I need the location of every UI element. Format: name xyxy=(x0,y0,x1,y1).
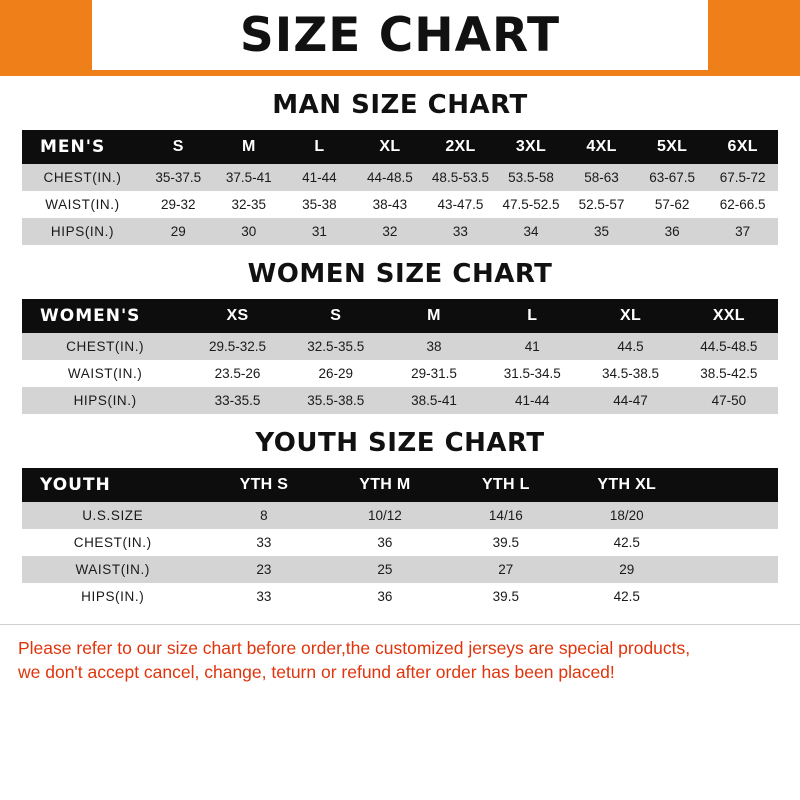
cell: 42.5 xyxy=(613,589,640,604)
cell: 47.5-52.5 xyxy=(502,197,560,212)
table-header-row xyxy=(22,299,778,333)
row-label-chest: CHEST(IN.) xyxy=(66,339,145,354)
col-header-m: M xyxy=(241,138,256,155)
row-label-waist: WAIST(IN.) xyxy=(75,562,150,577)
col-header-l: L xyxy=(527,307,538,324)
cell: 35 xyxy=(594,224,610,239)
row-label-us-size: U.S.SIZE xyxy=(82,508,144,523)
cell: 33 xyxy=(452,224,468,239)
cell: 33 xyxy=(256,535,272,550)
cell: 10/12 xyxy=(367,508,402,523)
col-header-xs: XS xyxy=(226,307,249,324)
cell: 38.5-41 xyxy=(411,393,457,408)
table-header-row xyxy=(22,130,778,164)
cell: 35-38 xyxy=(302,197,337,212)
section-youth xyxy=(0,428,800,610)
cell: 35.5-38.5 xyxy=(307,393,365,408)
cell: 32-35 xyxy=(231,197,267,212)
cell: 44-47 xyxy=(613,393,648,408)
col-header-yth-m: YTH M xyxy=(359,476,411,493)
col-header-xxl: XXL xyxy=(712,307,745,324)
table-row xyxy=(22,529,778,556)
cell: 27 xyxy=(498,562,514,577)
table-row xyxy=(22,218,778,245)
table-row xyxy=(22,164,778,191)
cell: 8 xyxy=(260,508,268,523)
cell: 14/16 xyxy=(488,508,523,523)
table-row xyxy=(22,333,778,360)
cell: 41 xyxy=(524,339,540,354)
col-header-s: S xyxy=(330,307,342,324)
cell-spacer xyxy=(687,583,778,610)
cell-spacer xyxy=(687,529,778,556)
col-header-yth-xl: YTH XL xyxy=(597,476,657,493)
cell: 26-29 xyxy=(318,366,353,381)
page-title: SIZE CHART xyxy=(239,7,561,63)
footer-note xyxy=(0,624,800,684)
row-label-chest: CHEST(IN.) xyxy=(73,535,152,550)
cell: 39.5 xyxy=(492,535,519,550)
women-size-table xyxy=(22,299,778,414)
row-label-waist: WAIST(IN.) xyxy=(45,197,120,212)
row-label-chest: CHEST(IN.) xyxy=(43,170,122,185)
cell: 18/20 xyxy=(609,508,644,523)
row-label-hips: HIPS(IN.) xyxy=(50,224,115,239)
cell: 34.5-38.5 xyxy=(602,366,660,381)
cell: 35-37.5 xyxy=(155,170,202,185)
man-size-table xyxy=(22,130,778,245)
cell: 36 xyxy=(377,589,393,604)
col-header-spacer xyxy=(687,468,778,502)
cell: 38.5-42.5 xyxy=(700,366,758,381)
row-label-hips: HIPS(IN.) xyxy=(81,589,145,604)
cell: 29 xyxy=(619,562,635,577)
table-row xyxy=(22,191,778,218)
women-row-label-header: WOMEN'S xyxy=(40,306,141,326)
cell: 37 xyxy=(735,224,751,239)
cell: 48.5-53.5 xyxy=(431,170,489,185)
cell: 53.5-58 xyxy=(508,170,554,185)
cell: 38 xyxy=(426,339,442,354)
col-header-2xl: 2XL xyxy=(445,138,476,155)
col-header-xl: XL xyxy=(620,307,642,324)
youth-row-label-header: YOUTH xyxy=(40,475,111,495)
section-title-youth: YOUTH SIZE CHART xyxy=(255,428,545,458)
table-row xyxy=(22,556,778,583)
cell: 34 xyxy=(523,224,539,239)
cell: 43-47.5 xyxy=(437,197,484,212)
cell: 58-63 xyxy=(584,170,619,185)
col-header-5xl: 5XL xyxy=(656,138,688,155)
cell: 38-43 xyxy=(372,197,408,212)
col-header-xl: XL xyxy=(379,138,401,155)
cell: 44-48.5 xyxy=(367,170,413,185)
cell: 32.5-35.5 xyxy=(307,339,365,354)
cell: 52.5-57 xyxy=(578,197,625,212)
cell: 67.5-72 xyxy=(719,170,766,185)
cell: 33 xyxy=(256,589,272,604)
cell-spacer xyxy=(687,556,778,583)
cell: 42.5 xyxy=(613,535,640,550)
cell: 23.5-26 xyxy=(214,366,261,381)
cell: 33-35.5 xyxy=(214,393,261,408)
col-header-m: M xyxy=(427,307,441,324)
col-header-s: S xyxy=(172,138,184,155)
cell: 32 xyxy=(382,224,398,239)
col-header-6xl: 6XL xyxy=(727,138,758,155)
cell: 41-44 xyxy=(514,393,550,408)
banner-right-accent xyxy=(708,0,800,70)
cell: 57-62 xyxy=(654,197,690,212)
col-header-3xl: 3XL xyxy=(515,138,547,155)
col-header-4xl: 4XL xyxy=(586,138,617,155)
cell: 29 xyxy=(170,224,186,239)
cell: 41-44 xyxy=(302,170,337,185)
youth-size-table xyxy=(22,468,778,610)
table-row xyxy=(22,387,778,414)
footer-line-1: Please refer to our size chart before order,the customized jerseys are special products, xyxy=(18,638,691,658)
table-row xyxy=(22,583,778,610)
cell: 36 xyxy=(664,224,680,239)
banner-left-accent xyxy=(0,0,92,70)
footer-line-2: we don't accept cancel, change, teturn or refund after order has been placed! xyxy=(18,661,615,682)
banner-center xyxy=(92,0,708,70)
men-row-label-header: MEN'S xyxy=(40,137,106,157)
cell: 30 xyxy=(241,224,257,239)
section-women xyxy=(0,259,800,414)
table-row xyxy=(22,502,778,529)
section-title-women: WOMEN SIZE CHART xyxy=(247,259,553,289)
cell: 29-31.5 xyxy=(411,366,457,381)
row-label-hips: HIPS(IN.) xyxy=(73,393,137,408)
table-header-row xyxy=(22,468,778,502)
cell: 62-66.5 xyxy=(719,197,766,212)
row-label-waist: WAIST(IN.) xyxy=(67,366,143,381)
col-header-yth-l: YTH L xyxy=(481,476,530,493)
section-man xyxy=(0,90,800,245)
cell: 25 xyxy=(377,562,393,577)
cell: 31 xyxy=(311,224,327,239)
col-header-yth-s: YTH S xyxy=(239,476,289,493)
cell: 31.5-34.5 xyxy=(503,366,561,381)
table-row xyxy=(22,360,778,387)
cell: 36 xyxy=(377,535,393,550)
cell: 63-67.5 xyxy=(649,170,695,185)
cell: 29.5-32.5 xyxy=(208,339,266,354)
cell: 44.5 xyxy=(617,339,644,354)
cell: 44.5-48.5 xyxy=(700,339,758,354)
cell: 47-50 xyxy=(711,393,747,408)
cell: 39.5 xyxy=(492,589,519,604)
header-banner xyxy=(0,0,800,70)
banner-underline xyxy=(0,70,800,76)
cell: 23 xyxy=(256,562,272,577)
section-title-man: MAN SIZE CHART xyxy=(272,90,528,120)
cell: 37.5-41 xyxy=(225,170,272,185)
cell-spacer xyxy=(687,502,778,529)
cell: 29-32 xyxy=(160,197,196,212)
col-header-l: L xyxy=(314,138,325,155)
